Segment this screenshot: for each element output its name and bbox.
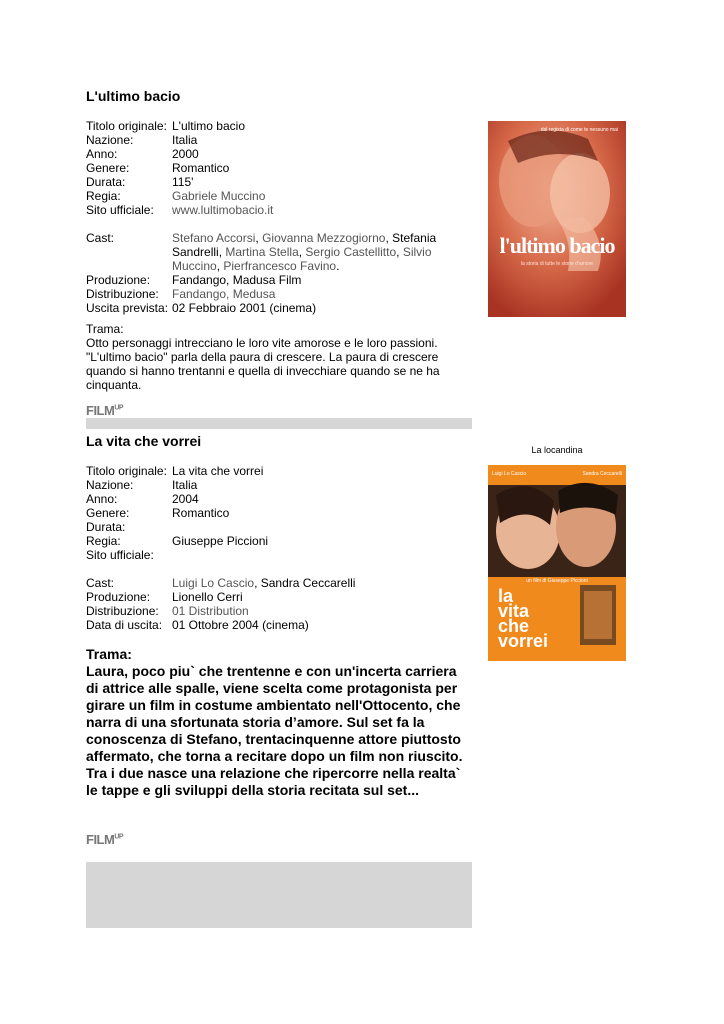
cast-member-link[interactable]: Martina Stella [225, 245, 299, 259]
cast-text: . [336, 259, 340, 273]
film2-field-value [172, 576, 355, 590]
film1-poster-tagline: la storia di tutte le storie d'amore [520, 261, 594, 267]
film1-cast-label: Cast: [86, 231, 115, 245]
film1-field-label: Distribuzione: [86, 287, 159, 301]
film1-field-label: Durata: [86, 175, 126, 189]
cast-text: , [218, 245, 226, 259]
film1-plot: Otto personaggi intrecciano le loro vite amorose e le loro passioni. "L'ultimo bacio" parla della paura di crescere. La paura di crescere quando si hanno trentanni e quella di invecchiare quando se ne ha cinquanta. [86, 336, 440, 392]
film2-field-value: La vita che vorrei [172, 464, 264, 478]
film2-field-label: Distribuzione: [86, 604, 159, 618]
film2-field-link[interactable]: Luigi Lo Cascio [172, 576, 255, 590]
footer-bar [86, 862, 472, 928]
film2-field-row [86, 506, 466, 520]
cast-member-link[interactable]: Sergio Castellitto [305, 245, 397, 259]
film1-plot-block [86, 322, 458, 392]
filmup-logo[interactable] [86, 403, 123, 418]
film1-field-value[interactable]: Gabriele Muccino [172, 189, 266, 203]
separator-bar [86, 418, 472, 429]
film1-field-value: Italia [172, 133, 198, 147]
film2-field-row [86, 590, 466, 604]
film2-field-link[interactable]: 01 Distribution [172, 604, 249, 618]
film1-field-row [86, 161, 466, 175]
film2-plot-label: Trama: [86, 646, 132, 662]
logo-text-2: FILM [86, 832, 115, 847]
film1-field-row [86, 301, 466, 315]
film2-field-value: Italia [172, 478, 198, 492]
film1-field-value: Fandango, Madusa Film [172, 273, 302, 287]
film2-field-label: Cast: [86, 576, 115, 590]
film2-poster-title-3: che [498, 616, 530, 636]
film2-plot: Laura, poco piu` che trentenne e con un'incerta carriera di attrice alle spalle, viene scelta come protagonista per girare un film in costume ambientato nell'Ottocento, che narra di una sfortunata storia d’amore. Sul set fa la conoscenza di Stefano, trentacinquenne attore piuttosto affermato, che torna a recitare dopo un film non riuscito. Tra i due nasce una relazione che ripercorre nella realta` le tappe e gli sviluppi della storia recitata sul set... [86, 663, 463, 798]
cast-member-link[interactable]: Giovanna Mezzogiorno [262, 231, 386, 245]
film1-field-value: 2000 [172, 147, 199, 161]
film2-field-row [86, 618, 466, 632]
film1-field-row [86, 119, 466, 133]
film2-field-value [172, 604, 249, 618]
film1-field-row [86, 203, 466, 217]
film1-field-value: 02 Febbraio 2001 (cinema) [172, 301, 317, 315]
film1-poster[interactable] [488, 121, 626, 317]
film2-poster-title [498, 586, 549, 651]
film2-field-row [86, 464, 466, 478]
film1-field-label: Uscita prevista: [86, 301, 169, 315]
film2-field-value [172, 618, 309, 632]
film1-field-row [86, 189, 466, 203]
film1-cast-value [172, 231, 444, 273]
film2-field-value: 2004 [172, 492, 199, 506]
film1-field-value[interactable]: Fandango, Medusa [172, 287, 276, 301]
film2-field-label: Data di uscita: [86, 618, 163, 632]
film2-poster-actor1: Luigi Lo Cascio [492, 471, 527, 477]
film1-poster-top: dal regista di come te nessuno mai [540, 127, 618, 133]
film2-field-row [86, 534, 466, 548]
film2-title [86, 433, 201, 449]
film2-field-label: Regia: [86, 534, 121, 548]
film2-field-row [86, 492, 466, 506]
film2-info [86, 464, 466, 632]
film1-field-label: Titolo originale: [86, 119, 167, 133]
cast-member-link[interactable]: Stefano Accorsi [172, 231, 256, 245]
film2-poster[interactable] [488, 465, 626, 661]
logo-text: FILM [86, 403, 115, 418]
film2-poster-director: un film di Giuseppe Piccioni [526, 578, 588, 584]
film2-poster-actors [492, 471, 622, 477]
film1-field-label: Genere: [86, 161, 130, 175]
film2-field-label: Genere: [86, 506, 130, 520]
film1-plot-label: Trama: [86, 322, 124, 336]
cast-text: , Stefania Sandrelli [172, 231, 437, 259]
film1-field-label: Produzione: [86, 273, 151, 287]
film1-field-value[interactable]: www.lultimobacio.it [172, 203, 274, 217]
film1-field-label: Regia: [86, 189, 121, 203]
film2-field-label: Nazione: [86, 478, 134, 492]
film2-field-label: Anno: [86, 492, 118, 506]
cast-text: , [255, 231, 263, 245]
film2-field-label: Durata: [86, 520, 126, 534]
film1-field-value: 115' [172, 175, 194, 189]
cast-member-link[interactable]: Silvio Muccino [172, 245, 432, 273]
film2-poster-caption: La locandina [531, 445, 583, 455]
film1-poster-art [488, 121, 626, 317]
film1-title: L'ultimo bacio [86, 88, 181, 104]
cast-text: , [298, 245, 306, 259]
logo-sup: UP [114, 404, 124, 412]
film1-field-value: L'ultimo bacio [172, 119, 245, 133]
film2-plot-block [86, 646, 472, 799]
film1-cast-row [86, 231, 466, 273]
film1-info [86, 119, 466, 315]
film2-field-row [86, 604, 466, 618]
cast-member-link[interactable]: Pierfrancesco Favino [223, 259, 337, 273]
filmup-logo-2[interactable] [86, 832, 123, 847]
film2-field-value: Romantico [172, 506, 230, 520]
film2-poster-title-1: la [498, 586, 514, 606]
film2-field-label: Produzione: [86, 590, 151, 604]
film1-field-label: Sito ufficiale: [86, 203, 154, 217]
film2-field-value: Giuseppe Piccioni [172, 534, 269, 548]
film1-poster-title: l'ultimo bacio [499, 233, 615, 258]
film1-field-row [86, 133, 466, 147]
film1-field-label: Anno: [86, 147, 118, 161]
film2-field-row [86, 576, 466, 590]
cast-text: , [216, 259, 224, 273]
film2-field-row [86, 520, 466, 534]
film1-field-row [86, 273, 466, 287]
film1-field-label: Nazione: [86, 133, 134, 147]
film1-field-row [86, 147, 466, 161]
film2-title-text: La vita che vorrei [86, 433, 202, 449]
film2-field-value [172, 590, 243, 604]
film2-field-row [86, 548, 466, 562]
film2-field-text: 01 Ottobre 2004 (cinema) [172, 618, 309, 632]
logo-sup-2: UP [114, 833, 124, 841]
film1-field-row [86, 175, 466, 189]
film2-field-row [86, 478, 466, 492]
film2-field-text: , Sandra Ceccarelli [254, 576, 356, 590]
film1-field-value: Romantico [172, 161, 230, 175]
film2-poster-title-4: vorrei [498, 631, 549, 651]
film2-poster-title-2: vita [498, 601, 530, 621]
film2-field-text: Lionello Cerri [172, 590, 243, 604]
film2-field-label: Sito ufficiale: [86, 548, 154, 562]
film2-field-label: Titolo originale: [86, 464, 167, 478]
film1-field-row [86, 287, 466, 301]
film2-poster-actor2: Sandra Ceccarelli [582, 471, 622, 477]
cast-text: , [396, 245, 403, 259]
